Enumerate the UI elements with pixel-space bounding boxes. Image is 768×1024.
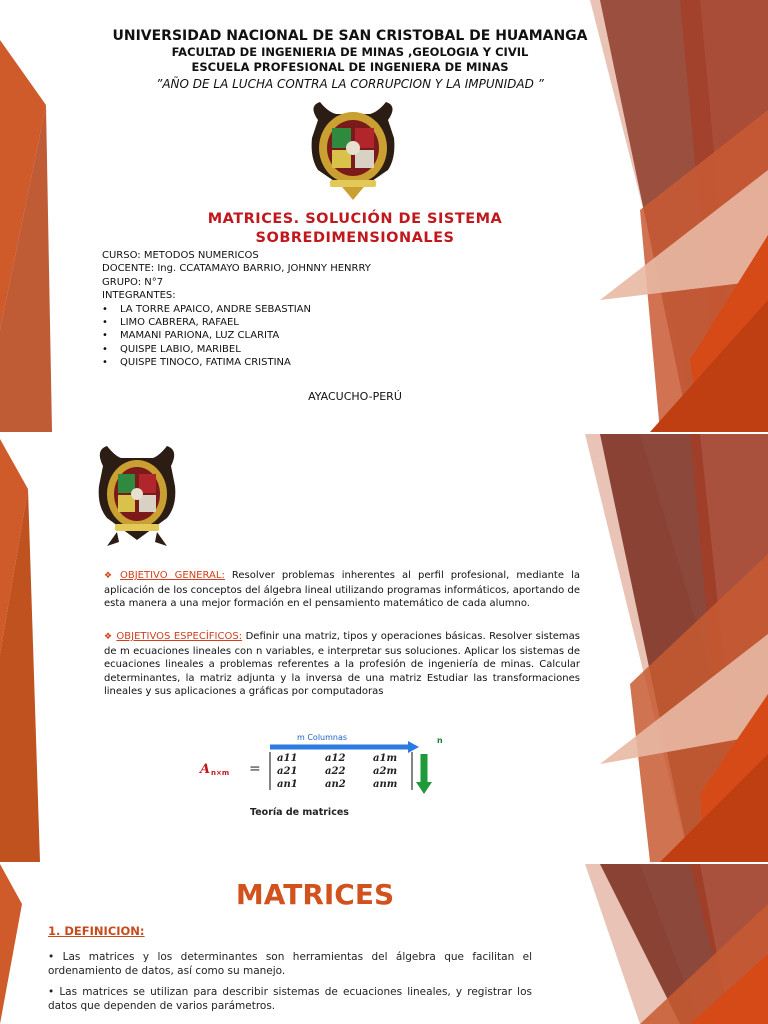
member-name: LIMO CABRERA, RAFAEL (120, 317, 239, 329)
group-line: GRUPO: N°7 (102, 276, 164, 288)
bullet-icon: • (102, 303, 108, 315)
member-item (102, 343, 371, 356)
member-name: LA TORRE APAICO, ANDRE SEBASTIAN (120, 303, 311, 315)
place-label: AYACUCHO-PERÚ (308, 390, 402, 403)
diamond-bullet-icon: ❖ (104, 632, 113, 642)
member-name: QUISPE TINOCO, FATIMA CRISTINA (120, 357, 291, 369)
objectives-slide (0, 434, 768, 862)
definition-paragraph: • Las matrices se utilizan para describir sistemas de ecuaciones lineales, y registrar los datos que dependen de varios parámetros. (48, 986, 532, 1012)
matrix-subscript: n×m (211, 769, 230, 777)
school-name: ESCUELA PROFESIONAL DE INGENIERA DE MINAS (191, 60, 509, 74)
matrix-name: A (200, 762, 211, 777)
member-item (102, 329, 371, 342)
bullet-icon: • (102, 343, 108, 355)
matrix-cell: a22 (325, 766, 346, 777)
matrix-cell: a2m (373, 766, 398, 777)
member-item (102, 316, 371, 329)
rows-arrowhead-icon (416, 782, 432, 794)
matrix-cell: an1 (277, 779, 298, 790)
members-label: INTEGRANTES: (102, 290, 176, 302)
faculty-name: FACULTAD DE INGENIERIA DE MINAS ,GEOLOGIA Y CIVIL (171, 45, 529, 59)
definition-paragraph: • Las matrices y los determinantes son herramientas del álgebra que facilitan el ordenamiento de datos, así como su manejo. (48, 951, 532, 977)
matrix-cell: anm (373, 779, 398, 790)
bullet-icon: • (102, 330, 108, 342)
general-objective-text: Resolver problemas inherentes al perfil profesional, mediante la aplicación de los conceptos del álgebra lineal utilizando programas informáticos, aportando de esta manera a una mejor formación en el pensamiento matemático de cada alumno. (104, 570, 580, 609)
general-objective (104, 569, 580, 611)
columns-label: m Columnas (297, 733, 348, 742)
matrix-figure (195, 730, 460, 824)
slide-title: MATRICES (235, 878, 395, 911)
member-name: QUISPE LABIO, MARIBEL (120, 343, 241, 355)
general-objective-label: OBJETIVO GENERAL: (119, 570, 225, 581)
member-name: MAMANI PARIONA, LUZ CLARITA (120, 330, 280, 342)
rows-label: n (437, 736, 443, 745)
figure-caption: Teoría de matrices (250, 807, 349, 818)
teacher-line: DOCENTE: Ing. CCATAMAYO BARRIO, JOHNNY HENRRY (102, 263, 371, 275)
motto: ”AÑO DE LA LUCHA CONTRA LA CORRUPCION Y LA IMPUNIDAD ” (156, 77, 544, 91)
university-crest-icon (308, 98, 398, 204)
course-info (102, 249, 371, 370)
matrix-cell: a21 (277, 766, 298, 777)
matrix-cell: a1m (373, 753, 398, 764)
title-slide (0, 0, 768, 432)
bullet-icon: • (102, 317, 108, 329)
slide-title-line2: SOBREDIMENSIONALES (255, 230, 455, 246)
section-heading: 1. DEFINICION: (48, 924, 145, 938)
equals-sign: = (249, 761, 261, 777)
matrix-cell: a12 (325, 753, 346, 764)
matrix-cell: a11 (277, 753, 298, 764)
specific-objectives-label: OBJETIVOS ESPECÍFICOS: (116, 631, 243, 642)
matrices-slide (0, 864, 768, 1024)
university-name: UNIVERSIDAD NACIONAL DE SAN CRISTOBAL DE HUAMANGA (112, 28, 588, 44)
course-line: CURSO: METODOS NUMERICOS (102, 250, 259, 261)
member-item (102, 303, 371, 316)
specific-objectives-text: Definir una matriz, tipos y operaciones básicas. Resolver sistemas de m ecuaciones lineales con n variables, e interpretar sus soluciones. Aplicar los sistemas de ecuaciones lineales a problemas referentes a la profesión de ingeniería de minas. Calcular determinantes, la matriz adjunta y la inversa de una matriz Estudiar las transformaciones lineales y sus aplicaciones a gráficas por computadoras (104, 631, 580, 697)
columns-arrowhead-icon (408, 741, 419, 753)
bullet-icon: • (102, 357, 108, 369)
specific-objectives (104, 630, 580, 699)
diamond-bullet-icon: ❖ (104, 571, 116, 581)
matrix-cell: an2 (325, 779, 346, 790)
member-item (102, 356, 371, 369)
university-crest-icon (97, 442, 177, 548)
slide-title-line1: MATRICES. SOLUCIÓN DE SISTEMA (207, 211, 503, 227)
